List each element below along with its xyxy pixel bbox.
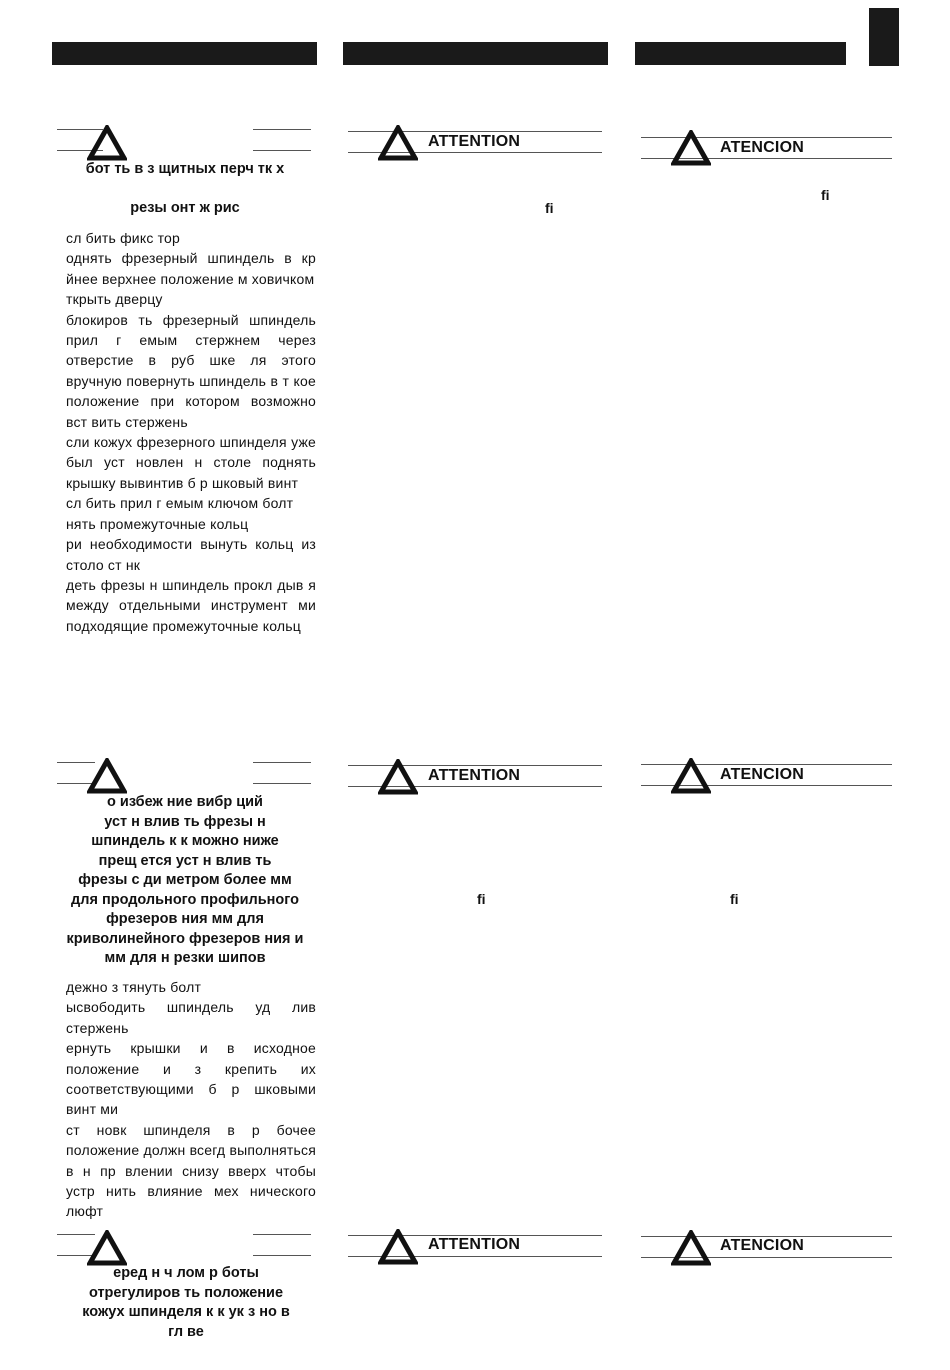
ligature-fi-es-2: fi — [730, 891, 739, 907]
ligature-fi-fr-2: fi — [477, 891, 486, 907]
body-text-ru-2: дежно з тянуть болт ысвободить шпиндель уд лив стержень ернуть крышки и в исходное положение и з крепить их соответствующими б р шковыми винт ми ст новк шпинделя в р бочее положение должн всегд выполняться в н пр влении снизу вверх чтобы устр нить влияние мех нического люфт — [66, 979, 316, 1220]
warning-text-ru-2: о избеж ние вибр ций уст н влив ть фрезы н шпиндель к к можно ниже прещ ется уст н влив ть фрезы с ди метром более мм для продольного профильного фрезеров ния мм для криволинейного фрезеров ния и мм для н резки шипов — [66, 794, 304, 966]
warning-text-ru-1: бот ть в з щитных перч тк х резы онт ж рис — [85, 161, 285, 216]
warning-label-es-1: ATENCION — [720, 139, 804, 156]
section-thumb-tab — [869, 8, 899, 66]
warning-label-fr-1: ATTENTION — [428, 133, 521, 150]
warning-triangle-icon — [87, 1230, 127, 1266]
warning-label-es-2: ATENCION — [720, 766, 804, 783]
warning-triangle-icon — [87, 125, 127, 161]
header-bar-ru — [52, 42, 317, 65]
ligature-fi-es-1: fi — [821, 187, 830, 203]
body-text-ru-1: сл бить фикс тор однять фрезерный шпиндель в кр йнее верхнее положение м ховичком ткрыть дверцу блокиров ть фрезерный шпиндель прил г емым стержнем через отверстие в руб шке ля этого вручную повернуть шпиндель в т кое положение при котором возможно вст вить стержень сли кожух фрезерного шпинделя уже был уст новлен н столе поднять крышку вывинтив б р шковый винт сл бить прил г емым ключом болт нять промежуточные кольц ри необходимости вынуть кольц из столо ст нк деть фрезы н шпиндель прокл дыв я между отдельными инструмент ми подходящие промежуточные кольц — [66, 230, 316, 634]
header-bar-es — [635, 42, 846, 65]
ligature-fi-fr-1: fi — [545, 200, 554, 216]
warning-label-es-3: ATENCION — [720, 1237, 804, 1254]
header-bar-fr — [343, 42, 608, 65]
warning-triangle-icon — [87, 758, 127, 794]
warning-triangle-icon — [378, 759, 418, 795]
warning-triangle-icon — [378, 1229, 418, 1265]
warning-triangle-icon — [671, 1230, 711, 1266]
warning-text-ru-3: еред н ч лом р боты отрегулиров ть положение кожух шпинделя к к ук з но в гл ве — [82, 1265, 290, 1340]
warning-triangle-icon — [671, 130, 711, 166]
warning-label-fr-3: ATTENTION — [428, 1236, 521, 1253]
warning-label-fr-2: ATTENTION — [428, 767, 521, 784]
warning-triangle-icon — [378, 125, 418, 161]
warning-triangle-icon — [671, 758, 711, 794]
